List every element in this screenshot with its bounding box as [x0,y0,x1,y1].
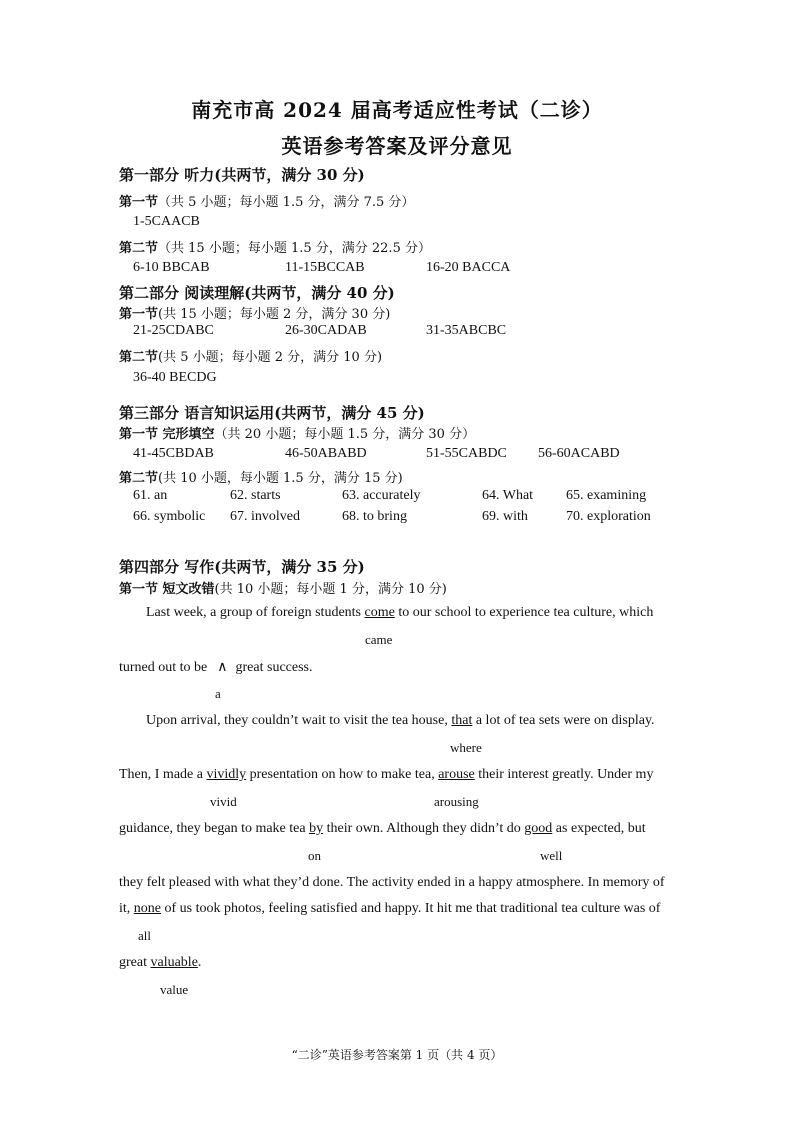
error-word: come [364,605,395,620]
fill-answer: 69. with [482,509,528,524]
error-word: vividly [206,767,247,782]
part2-sec1-heading: 第一节(共 15 小题；每小题 2 分，满分 30 分) [119,307,391,322]
part4-sec1-heading: 第一节 短文改错(共 10 小题；每小题 1 分，满分 10 分) [119,582,447,597]
insert-caret-icon: ∧ [217,660,228,675]
part3-sec2-heading: 第二节(共 10 小题，每小题 1.5 分，满分 15 分) [119,471,403,486]
answer-group: 21-25CDABC [133,323,214,338]
fill-answer: 66. symbolic [133,509,206,524]
document-title: 南充市高 2024 届高考适应性考试（二诊） [191,98,603,122]
fill-answer: 65. examining [566,488,647,503]
essay-line-8: great valuable. [119,955,202,970]
correction: arousing [434,794,479,809]
answer-group: 1-5CAACB [133,214,200,229]
correction: a [215,686,221,701]
error-word: none [133,901,161,916]
answer-group: 56-60ACABD [538,446,620,461]
essay-line-7: it, none of us took photos, feeling satisfied and happy. It hit me that traditional tea culture was of [119,901,661,916]
part2-heading: 第二部分 阅读理解(共两节，满分 40 分) [119,284,395,302]
part2-sec2-heading: 第二节(共 5 小题；每小题 2 分，满分 10 分) [119,350,383,365]
essay-line-3: Upon arrival, they couldn’t wait to visit the tea house, that a lot of tea sets were on display. [146,713,655,728]
correction: came [365,632,393,647]
part3-sec1-heading: 第一节 完形填空（共 20 小题；每小题 1.5 分，满分 30 分） [119,427,476,442]
error-word: arouse [438,767,475,782]
essay-line-1: Last week, a group of foreign students come to our school to experience tea culture, which [146,605,654,620]
page-footer: “二诊”英语参考答案第 1 页（共 4 页） [291,1048,503,1062]
fill-answer: 70. exploration [566,509,651,524]
essay-line-4: Then, I made a vividly presentation on how to make tea, arouse their interest greatly. Under my [119,767,654,782]
answer-group: 16-20 BACCA [426,260,511,275]
fill-answer: 68. to bring [342,509,407,524]
part4-heading: 第四部分 写作(共两节，满分 35 分) [119,558,365,576]
error-word: valuable [150,955,198,970]
essay-line-6: they felt pleased with what they’d done. The activity ended in a happy atmosphere. In memory of [119,875,665,890]
essay-line-2: turned out to be ∧ great success. [119,660,313,675]
part3-heading: 第三部分 语言知识运用(共两节，满分 45 分) [119,404,425,422]
correction: well [540,848,563,863]
correction: vivid [210,794,237,809]
error-word: by [309,821,324,836]
correction: value [160,982,189,997]
part1-sec2-heading: 第二节（共 15 小题；每小题 1.5 分，满分 22.5 分） [119,241,431,256]
answer-group: 6-10 BBCAB [133,260,210,275]
document-subtitle: 英语参考答案及评分意见 [281,134,513,158]
correction: on [308,848,321,863]
fill-answer: 67. involved [230,509,300,524]
answer-group: 11-15BCCAB [285,260,365,275]
fill-answer: 63. accurately [342,488,421,503]
fill-answer: 62. starts [230,488,281,503]
answer-group: 31-35ABCBC [426,323,507,338]
answer-group: 26-30CADAB [285,323,367,338]
essay-line-5: guidance, they began to make tea by their own. Although they didn’t do good as expected, but [119,821,646,836]
answer-group: 51-55CABDC [426,446,507,461]
correction: where [450,740,482,755]
fill-answer: 61. an [133,488,168,503]
answer-group: 46-50ABABD [285,446,367,461]
answer-group: 41-45CBDAB [133,446,214,461]
part1-heading: 第一部分 听力(共两节，满分 30 分) [119,166,365,184]
fill-answer: 64. What [482,488,534,503]
error-word: that [451,713,473,728]
part1-sec1-heading: 第一节（共 5 小题；每小题 1.5 分，满分 7.5 分） [119,195,415,210]
answer-group: 36-40 BECDG [133,370,217,385]
correction: all [138,928,151,943]
error-word: good [524,821,553,836]
